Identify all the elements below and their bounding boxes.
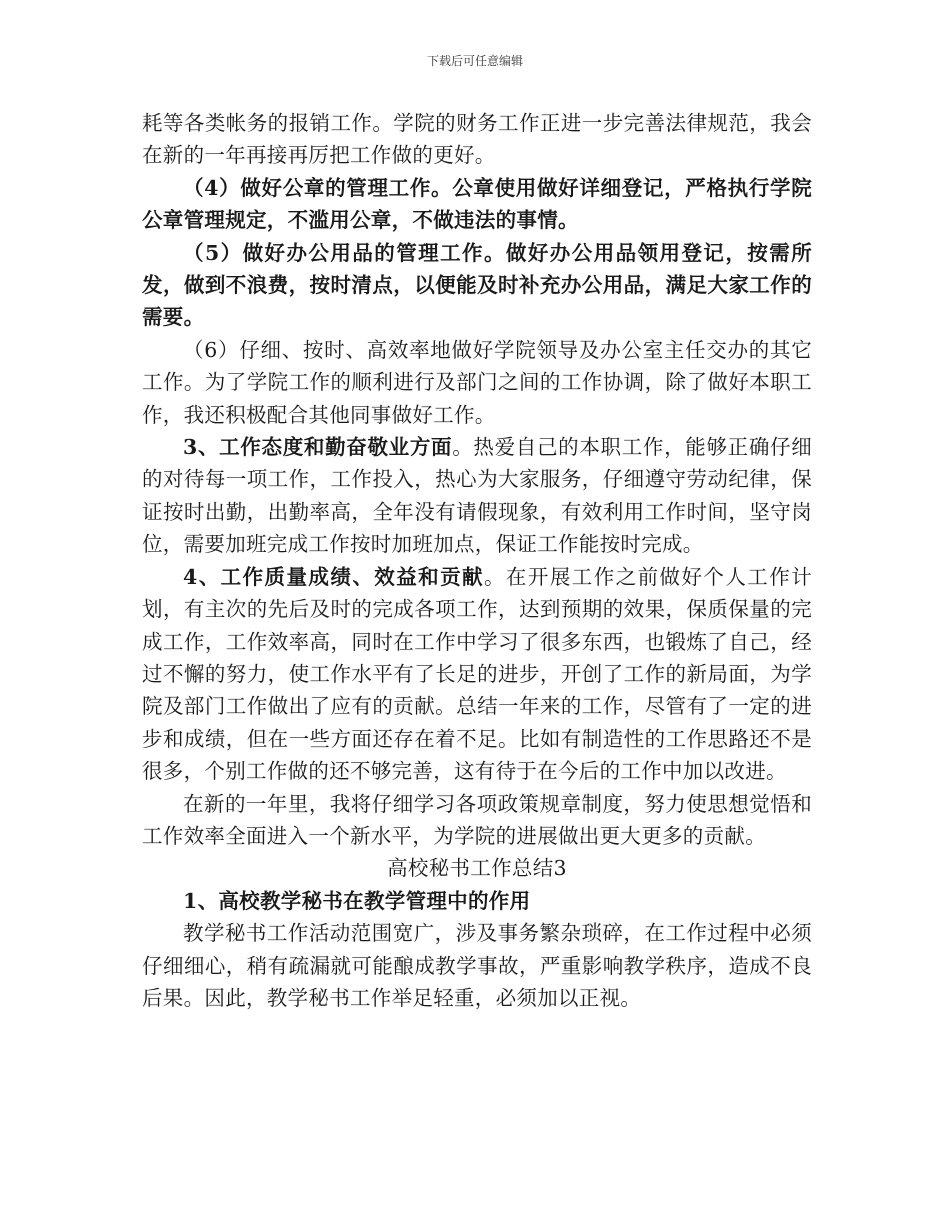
paragraph-new-year: 在新的一年里，我将仔细学习各项政策规章制度，努力使思想觉悟和工作效率全面进入一个新水平，为学院的进展做出更大更多的贡献。 [142,791,812,848]
paragraph-work-quality [142,561,812,788]
paragraph-work-attitude [142,431,812,561]
paragraph-seal-management: （4）做好公章的管理工作。公章使用做好详细登记，严格执行学院公章管理规定，不滥用公章，不做违法的事情。 [142,175,812,233]
paragraph-other-tasks: （6）仔细、按时、高效率地做好学院领导及办公室主任交办的其它工作。为了学院工作的顺利进行及部门之间的工作协调，除了做好本职工作，我还积极配合其他同事做好工作。 [142,337,812,427]
paragraph-continuation: 耗等各类帐务的报销工作。学院的财务工作正进一步完善法律规范，我会在新的一年再接再厉把工作做的更好。 [142,111,812,168]
paragraph-office-supplies: （5）做好办公用品的管理工作。做好办公用品领用登记，按需所发，做到不浪费，按时清点，以便能及时补充办公用品，满足大家工作的需要。 [142,240,812,330]
work-attitude-heading: 3、工作态度和勤奋敬业方面 [183,435,453,460]
work-attitude-body: 。热爱自己的本职工作，能够正确仔细的对待每一项工作，工作投入，热心为大家服务，仔细遵守劳动纪律，保证按时出勤，出勤率高，全年没有请假现象，有效利用工作时间，坚守岗位，需要加班完成工作按时加班加点，保证工作能按时完成。 [142,435,812,557]
work-quality-heading: 4、工作质量成绩、效益和贡献 [183,564,484,589]
page-header: 下载后可任意编辑 [426,54,523,68]
section-title: 高校秘书工作总结3 [387,856,567,881]
document-body [142,107,812,1014]
paragraph-teaching-secretary: 教学秘书工作活动范围宽广，涉及事务繁杂琐碎，在工作过程中必须仔细细心，稍有疏漏就可能酿成教学事故，严重影响教学秩序，造成不良后果。因此，教学秘书工作举足轻重，必须加以正视。 [142,921,812,1010]
work-quality-body: 。在开展工作之前做好个人工作计划，有主次的先后及时的完成各项工作，达到预期的效果，保质保量的完成工作，工作效率高，同时在工作中学习了很多东西，也锻炼了自己，经过不懈的努力，使工作水平有了长足的进步，开创了工作的新局面，为学院及部门工作做出了应有的贡献。总结一年来的工作，尽管有了一定的进步和成绩，但在一些方面还存在着不足。比如有制造性的工作思路还不是很多，个别工作做的还不够完善，这有待于在今后的工作中加以改进。 [142,564,812,784]
subheading: 1、高校教学秘书在教学管理中的作用 [183,888,531,913]
